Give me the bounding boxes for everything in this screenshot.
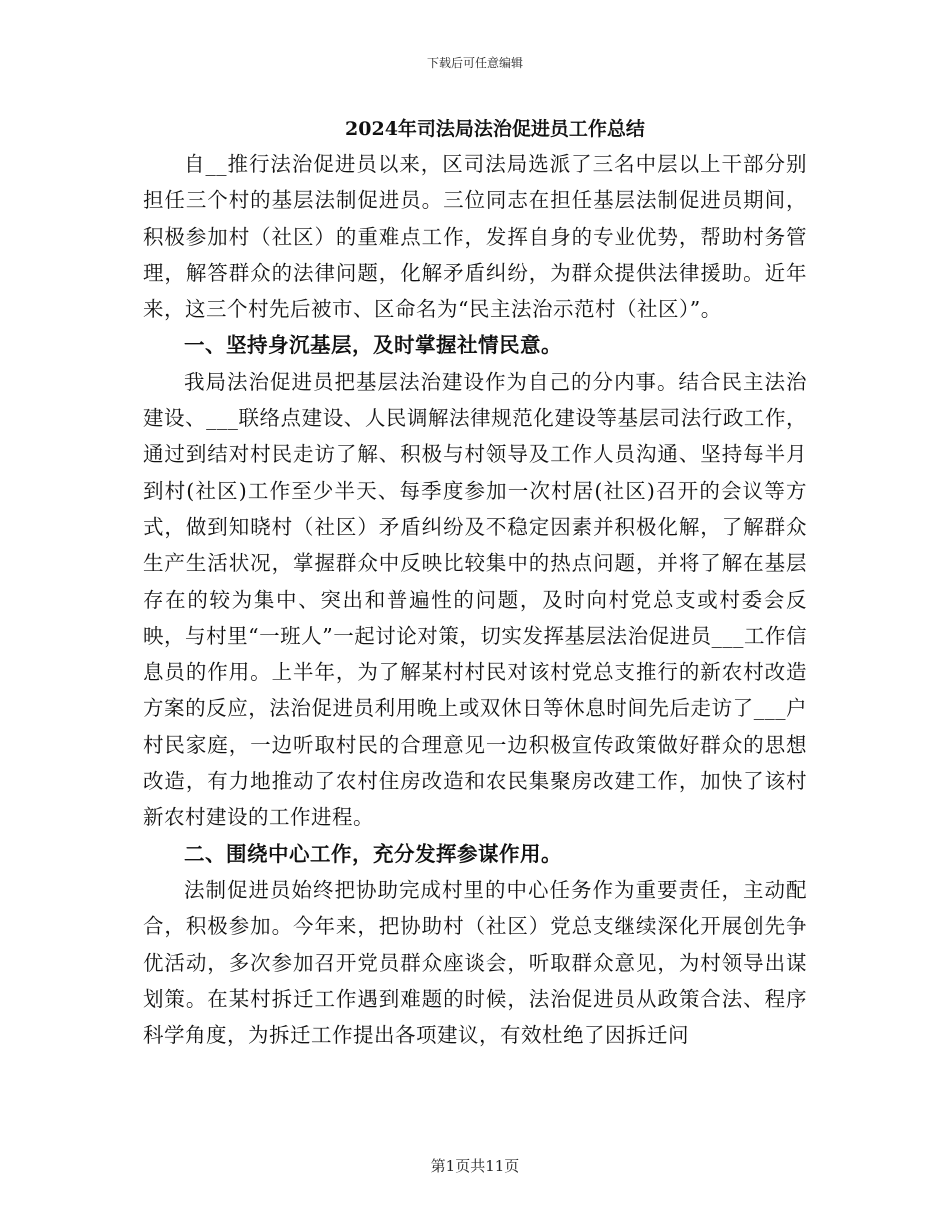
paragraph-section-2: 法制促进员始终把协助完成村里的中心任务作为重要责任，主动配合，积极参加。今年来，把协助村（社区）党总支继续深化开展创先争优活动，多次参加召开党员群众座谈会，听取群众意见，为村领导出谋划策。在某村拆迁工作遇到难题的时候，法治促进员从政策合法、程序科学角度，为拆迁工作提出各项建议，有效杜绝了因拆迁问 (143, 877, 807, 1048)
section-heading-2: 二、围绕中心工作，充分发挥参谋作用。 (184, 841, 562, 866)
paragraph-section-1: 我局法治促进员把基层法治建设作为自己的分内事。结合民主法治建设、___联络点建设、人民调解法律规范化建设等基层司法行政工作，通过到结对村民走访了解、积极与村领导及工作人员沟通、坚持每半月到村(社区)工作至少半天、每季度参加一次村居(社区)召开的会议等方式，做到知晓村（社区）矛盾纠纷及不稳定因素并积极化解，了解群众生产生活状况，掌握群众中反映比较集中的热点问题，并将了解在基层存在的较为集中、突出和普遍性的问题，及时向村党总支或村委会反映，与村里“一班人”一起讨论对策，切实发挥基层法治促进员___工作信息员的作用。上半年，为了解某村村民对该村党总支推行的新农村改造方案的反应，法治促进员利用晚上或双休日等休息时间先后走访了___户村民家庭，一边听取村民的合理意见一边积极宣传政策做好群众的思想改造，有力地推动了农村住房改造和农民集聚房改建工作，加快了该村新农村建设的工作进程。 (143, 369, 807, 830)
section-heading-1: 一、坚持身沉基层，及时掌握社情民意。 (184, 333, 562, 358)
page-header-note: 下载后可任意编辑 (426, 56, 523, 70)
document-title: 2024年司法局法治促进员工作总结 (345, 118, 645, 140)
paragraph-intro: 自__推行法治促进员以来，区司法局选派了三名中层以上干部分别担任三个村的基层法制促进员。三位同志在担任基层法制促进员期间，积极参加村（社区）的重难点工作，发挥自身的专业优势，帮助村务管理，解答群众的法律问题，化解矛盾纠纷，为群众提供法律援助。近年来，这三个村先后被市、区命名为“民主法治示范村（社区）”。 (143, 152, 807, 322)
document-body (143, 112, 807, 1053)
page-number-footer: 第1页共11页 (430, 1157, 520, 1175)
